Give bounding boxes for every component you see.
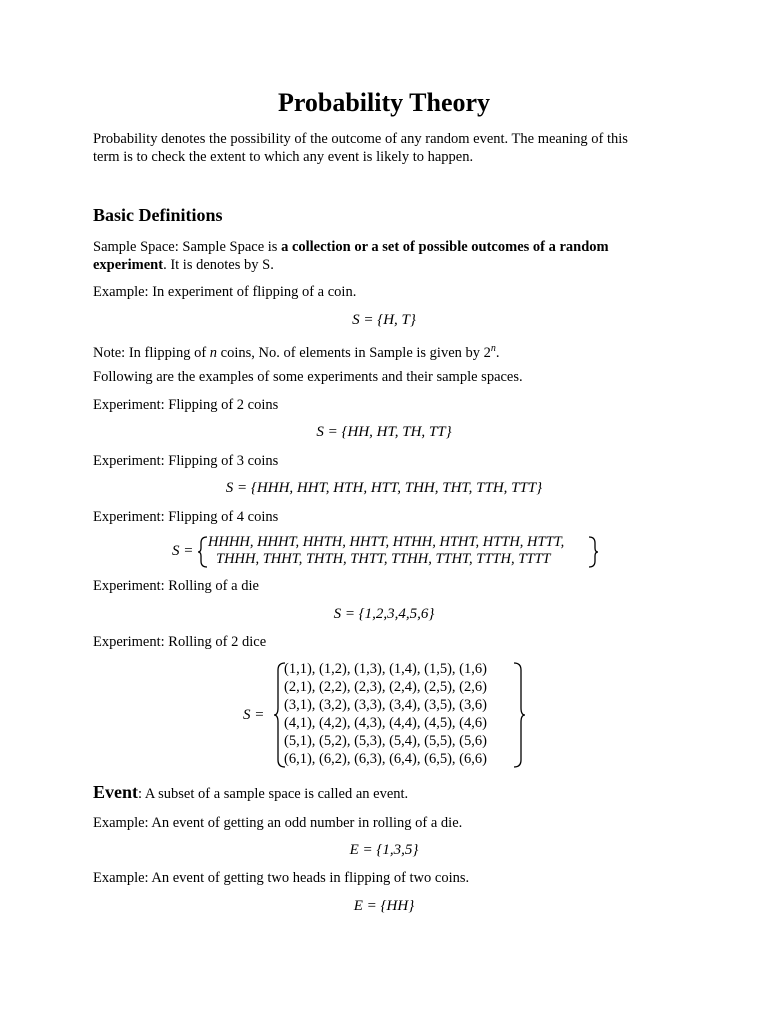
event-definition	[93, 781, 408, 805]
sample-space-bold-text: a collection or a set of possible outcomes of a random	[281, 239, 609, 255]
note-end: .	[495, 344, 500, 361]
experiment-4-coins-row-2: THHH, THHT, THTH, THTT, TTHH, TTHT, TTTH, TTTT	[216, 551, 551, 567]
experiment-4-coins-text: Experiment: Flipping of 4 coins	[93, 509, 279, 525]
event-def-text: : A subset of a sample space is called an event.	[138, 786, 409, 802]
section-heading: Basic Definitions	[93, 205, 223, 225]
sample-space-definition-line-1	[93, 238, 609, 256]
following-text: Following are the examples of some experiments and their sample spaces.	[93, 369, 523, 385]
intro-line-1: Probability denotes the possibility of the outcome of any random event. The meaning of this	[93, 131, 628, 147]
note-text-mid: coins, No. of elements in Sample is given by 2	[217, 344, 491, 361]
dice-row-1: (1,1), (1,2), (1,3), (1,4), (1,5), (1,6)	[284, 661, 487, 677]
right-brace-icon	[587, 536, 599, 568]
experiment-die-text: Experiment: Rolling of a die	[93, 578, 259, 594]
dice-row-5: (5,1), (5,2), (5,3), (5,4), (5,5), (5,6)	[284, 733, 487, 749]
event-example-2-text: Example: An event of getting two heads in flipping of two coins.	[93, 870, 470, 886]
sample-space-bold-term: experiment	[93, 257, 164, 273]
sample-space-definition-line-2	[93, 256, 274, 274]
coin-example-text: Example: In experiment of flipping of a coin.	[93, 284, 357, 300]
event-example-1-text: Example: An event of getting an odd number in rolling of a die.	[93, 815, 463, 831]
event-term: Event	[93, 782, 138, 802]
note-text-start: Note: In flipping of	[93, 344, 210, 361]
intro-line-2: term is to check the extent to which any event is likely to happen.	[93, 149, 474, 165]
event-example-2-formula: E = {HH}	[353, 898, 415, 914]
coin-sample-space-formula: S = {H, T}	[352, 312, 416, 328]
experiment-die-formula: S = {1,2,3,4,5,6}	[333, 606, 435, 622]
sample-space-label: Sample Space: Sample Space is	[93, 239, 282, 255]
dice-row-6: (6,1), (6,2), (6,3), (6,4), (6,5), (6,6)	[284, 751, 487, 767]
dice-row-3: (3,1), (3,2), (3,3), (3,4), (3,5), (3,6)	[284, 697, 487, 713]
sample-space-rest: . It is denotes by S.	[163, 257, 274, 273]
experiment-4-coins-lhs: S =	[172, 543, 194, 559]
experiment-2-coins-text: Experiment: Flipping of 2 coins	[93, 397, 279, 413]
dice-row-2: (2,1), (2,2), (2,3), (2,4), (2,5), (2,6)	[284, 679, 487, 695]
experiment-3-coins-text: Experiment: Flipping of 3 coins	[93, 453, 279, 469]
experiment-3-coins-formula: S = {HHH, HHT, HTH, HTT, THH, THT, TTH, TTT}	[225, 480, 543, 496]
right-brace-icon	[512, 662, 526, 768]
note-exponent: n	[490, 343, 496, 354]
page-title: Probability Theory	[277, 88, 491, 117]
experiment-4-coins-row-1: HHHH, HHHT, HHTH, HHTT, HTHH, HTHT, HTTH, HTTT,	[208, 534, 565, 550]
experiment-2-dice-lhs: S =	[243, 707, 265, 723]
event-example-1-formula: E = {1,3,5}	[349, 842, 419, 858]
dice-row-4: (4,1), (4,2), (4,3), (4,4), (4,5), (4,6)	[284, 715, 487, 731]
experiment-2-coins-formula: S = {HH, HT, TH, TT}	[316, 424, 452, 440]
note-var: n	[209, 344, 218, 361]
experiment-2-dice-text: Experiment: Rolling of 2 dice	[93, 634, 267, 650]
note-text	[93, 340, 500, 362]
